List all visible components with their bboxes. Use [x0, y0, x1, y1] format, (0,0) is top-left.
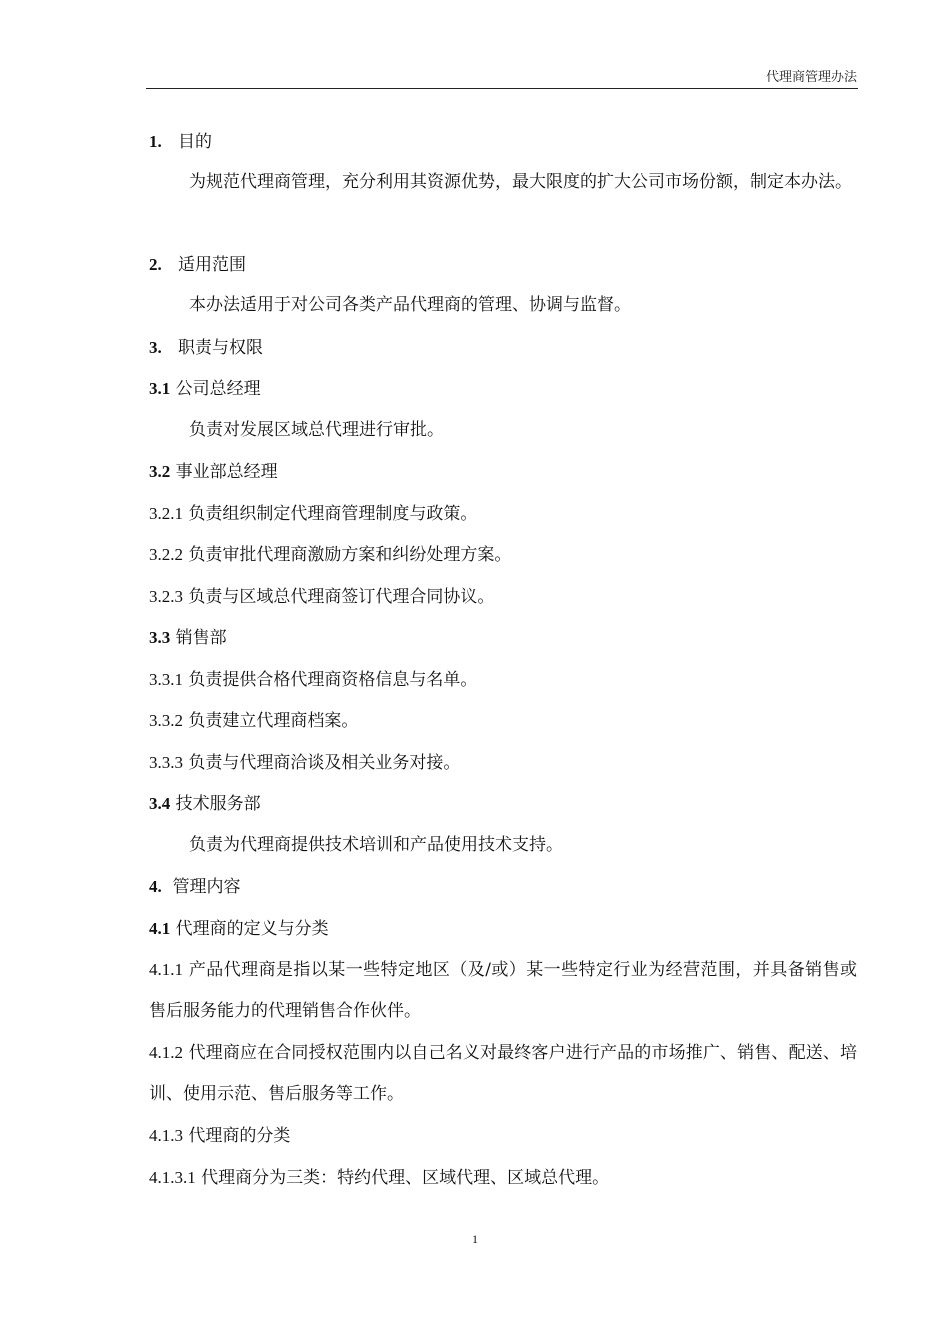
subheading-3-3	[149, 617, 857, 659]
item-number: 4.1.2	[149, 1043, 183, 1062]
item-number: 3.2.2	[149, 545, 183, 564]
item-text: 代理商应在合同授权范围内以自己名义对最终客户进行产品的市场推广、销售、配送、培训、使用示范、售后服务等工作。	[149, 1043, 858, 1104]
item-text: 负责与区域总代理商签订代理合同协议。	[188, 587, 495, 607]
subheading-3-2	[149, 451, 857, 493]
list-item	[149, 700, 857, 742]
list-item	[149, 534, 857, 576]
item-text: 产品代理商是指以某一些特定地区（及/或）某一些特定行业为经营范围，并具备销售或售后服务能力的代理销售合作伙伴。	[149, 960, 857, 1021]
item-number: 3.2.1	[149, 504, 183, 523]
item-number: 3.3.2	[149, 711, 183, 730]
subheading-3-1	[149, 368, 857, 410]
list-item	[149, 1032, 857, 1115]
heading-4	[149, 866, 857, 908]
subheading-4-1	[149, 908, 857, 950]
body-paragraph: 负责为代理商提供技术培训和产品使用技术支持。	[189, 835, 563, 855]
list-item	[149, 493, 857, 535]
body-paragraph: 负责对发展区域总代理进行审批。	[189, 420, 444, 440]
section-number: 3.1	[149, 379, 171, 398]
item-text: 负责与代理商洽谈及相关业务对接。	[188, 753, 461, 773]
section-number: 3.2	[149, 462, 171, 481]
subheading-text: 公司总经理	[175, 379, 261, 399]
header-rule	[146, 88, 858, 89]
item-number: 4.1.3.1	[149, 1168, 196, 1187]
heading-1	[149, 121, 857, 163]
section-number: 3.4	[149, 794, 171, 813]
item-text: 负责建立代理商档案。	[188, 711, 359, 731]
list-item	[149, 576, 857, 618]
item-number: 4.1.1	[149, 960, 183, 979]
item-text: 负责提供合格代理商资格信息与名单。	[188, 670, 478, 690]
heading-3	[149, 327, 857, 369]
section-number: 3.3	[149, 628, 171, 647]
heading-text: 目的	[177, 132, 212, 152]
list-item	[149, 949, 857, 1032]
heading-text: 管理内容	[172, 877, 241, 897]
section-number: 1.	[149, 132, 162, 151]
item-text: 负责审批代理商激励方案和纠纷处理方案。	[188, 545, 512, 565]
item-text: 负责组织制定代理商管理制度与政策。	[188, 504, 478, 524]
section-number: 4.1	[149, 919, 171, 938]
section-number: 3.	[149, 338, 162, 357]
heading-2	[149, 244, 857, 286]
body-paragraph: 为规范代理商管理，充分利用其资源优势，最大限度的扩大公司市场份额，制定本办法。	[189, 172, 852, 192]
list-item	[149, 1157, 857, 1199]
subheading-text: 技术服务部	[175, 794, 261, 814]
body-paragraph: 本办法适用于对公司各类产品代理商的管理、协调与监督。	[189, 295, 631, 315]
subheading-3-4	[149, 783, 857, 825]
subheading-text: 销售部	[175, 628, 227, 648]
list-item	[149, 742, 857, 784]
item-text: 代理商的分类	[188, 1126, 291, 1146]
running-header: 代理商管理办法	[765, 70, 857, 85]
list-item	[149, 1115, 857, 1157]
item-number: 3.3.3	[149, 753, 183, 772]
subheading-text: 代理商的定义与分类	[175, 919, 329, 939]
item-number: 4.1.3	[149, 1126, 183, 1145]
list-item	[149, 659, 857, 701]
subheading-text: 事业部总经理	[175, 462, 278, 482]
item-number: 3.3.1	[149, 670, 183, 689]
section-number: 2.	[149, 255, 162, 274]
heading-text: 适用范围	[177, 255, 246, 275]
heading-text: 职责与权限	[177, 338, 263, 358]
section-number: 4.	[149, 877, 162, 896]
item-text: 代理商分为三类：特约代理、区域代理、区域总代理。	[201, 1168, 610, 1188]
page-number: 1	[472, 1232, 478, 1246]
item-number: 3.2.3	[149, 587, 183, 606]
